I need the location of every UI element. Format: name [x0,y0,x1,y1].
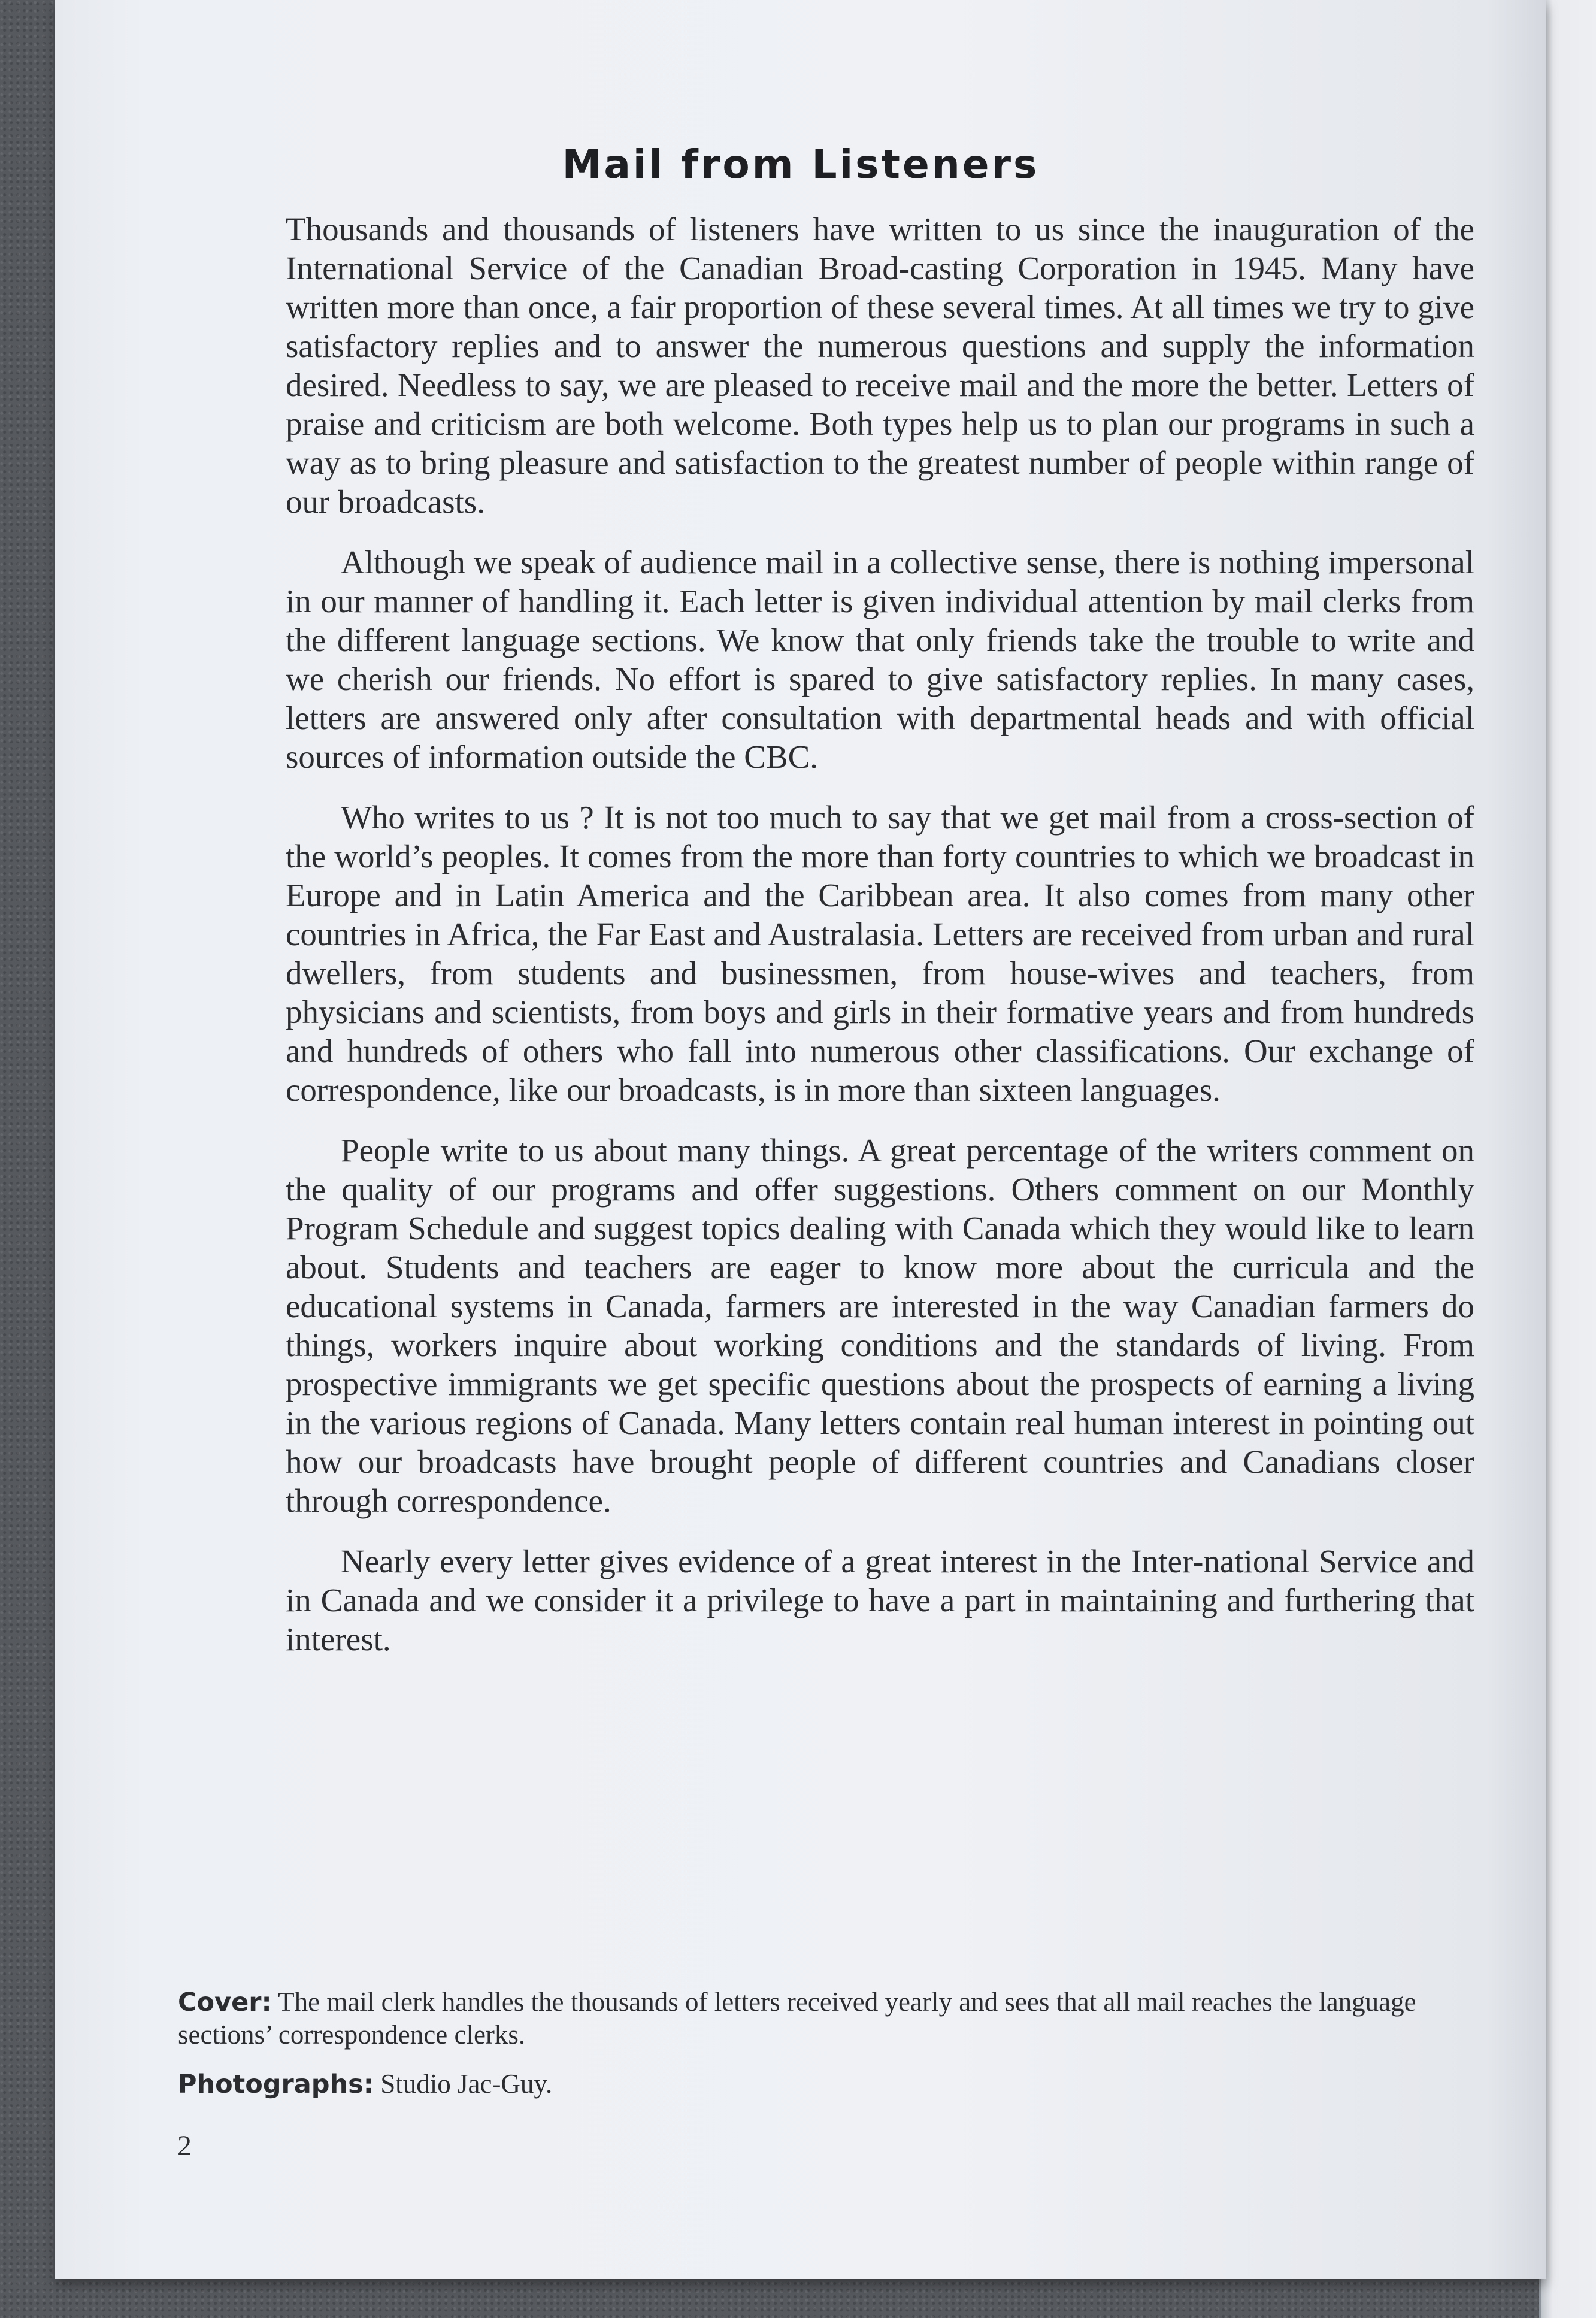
credits [178,1986,1480,2117]
photo-credit [178,2068,1480,2101]
cover-text: The mail clerk handles the thousands of letters received yearly and sees that all mail reaches the language sections’ correspondence clerks. [178,1987,1416,2050]
photographs-text: Studio Jac-Guy. [380,2069,553,2099]
page-number: 2 [177,2130,192,2162]
paragraph-3: Who writes to us ? It is not too much to say that we get mail from a cross-section of the world’s peoples. It comes from the more than forty countries to which we broadcast in Europe and in Latin America and the Caribbean area. It also comes from many other countries in Africa, the Far East and Australasia. Letters are received from urban and rural dwellers, from students and businessmen, from house-wives and teachers, from physicians and scientists, from boys and girls in their formative years and from hundreds and hundreds of others who fall into numerous other classifications. Our exchange of correspondence, like our broadcasts, is in more than sixteen languages. [286,799,1474,1108]
paragraph-2: Although we speak of audience mail in a collective sense, there is nothing impersonal in our manner of handling it. Each letter is given individual attention by mail clerks from the different language sections. We know that only friends take the trouble to write and we cherish our friends. No effort is spared to give satisfactory replies. In many cases, letters are answered only after consultation with departmental heads and with official sources of information outside the CBC. [286,544,1474,775]
adjacent-page-edge [1539,0,1596,2318]
body-text [286,210,1474,1680]
page-title: Mail from Listeners [562,141,1040,187]
paragraph-5: Nearly every letter gives evidence of a great interest in the Inter-national Service and in Canada and we consider it a privilege to have a part in maintaining and furthering that interest. [286,1543,1474,1657]
document-page [55,0,1546,2279]
cover-caption [178,1986,1480,2051]
paragraph-4: People write to us about many things. A great percentage of the writers comment on the quality of our programs and offer suggestions. Others comment on our Monthly Program Schedule and suggest topics dealing with Canada which they would like to learn about. Students and teachers are eager to know more about the curricula and the educational systems in Canada, farmers are interested in the way Canadian farmers do things, workers inquire about working conditions and the standards of living. From prospective immigrants we get specific questions about the prospects of earning a living in the various regions of Canada. Many letters contain real human interest in pointing out how our broadcasts have brought people of different countries and Canadians closer through correspondence. [286,1132,1474,1519]
photographs-label: Photographs: [178,2069,374,2099]
paragraph-1: Thousands and thousands of listeners have written to us since the inauguration of the International Service of the Canadian Broad-casting Corporation in 1945. Many have written more than once, a fair proportion of these several times. At all times we try to give satisfactory replies and to answer the numerous questions and supply the information desired. Needless to say, we are pleased to receive mail and the more the better. Letters of praise and criticism are both welcome. Both types help us to plan our programs in such a way as to bring pleasure and satisfaction to the greatest number of people within range of our broadcasts. [286,211,1474,520]
cover-label: Cover: [178,1987,272,2017]
